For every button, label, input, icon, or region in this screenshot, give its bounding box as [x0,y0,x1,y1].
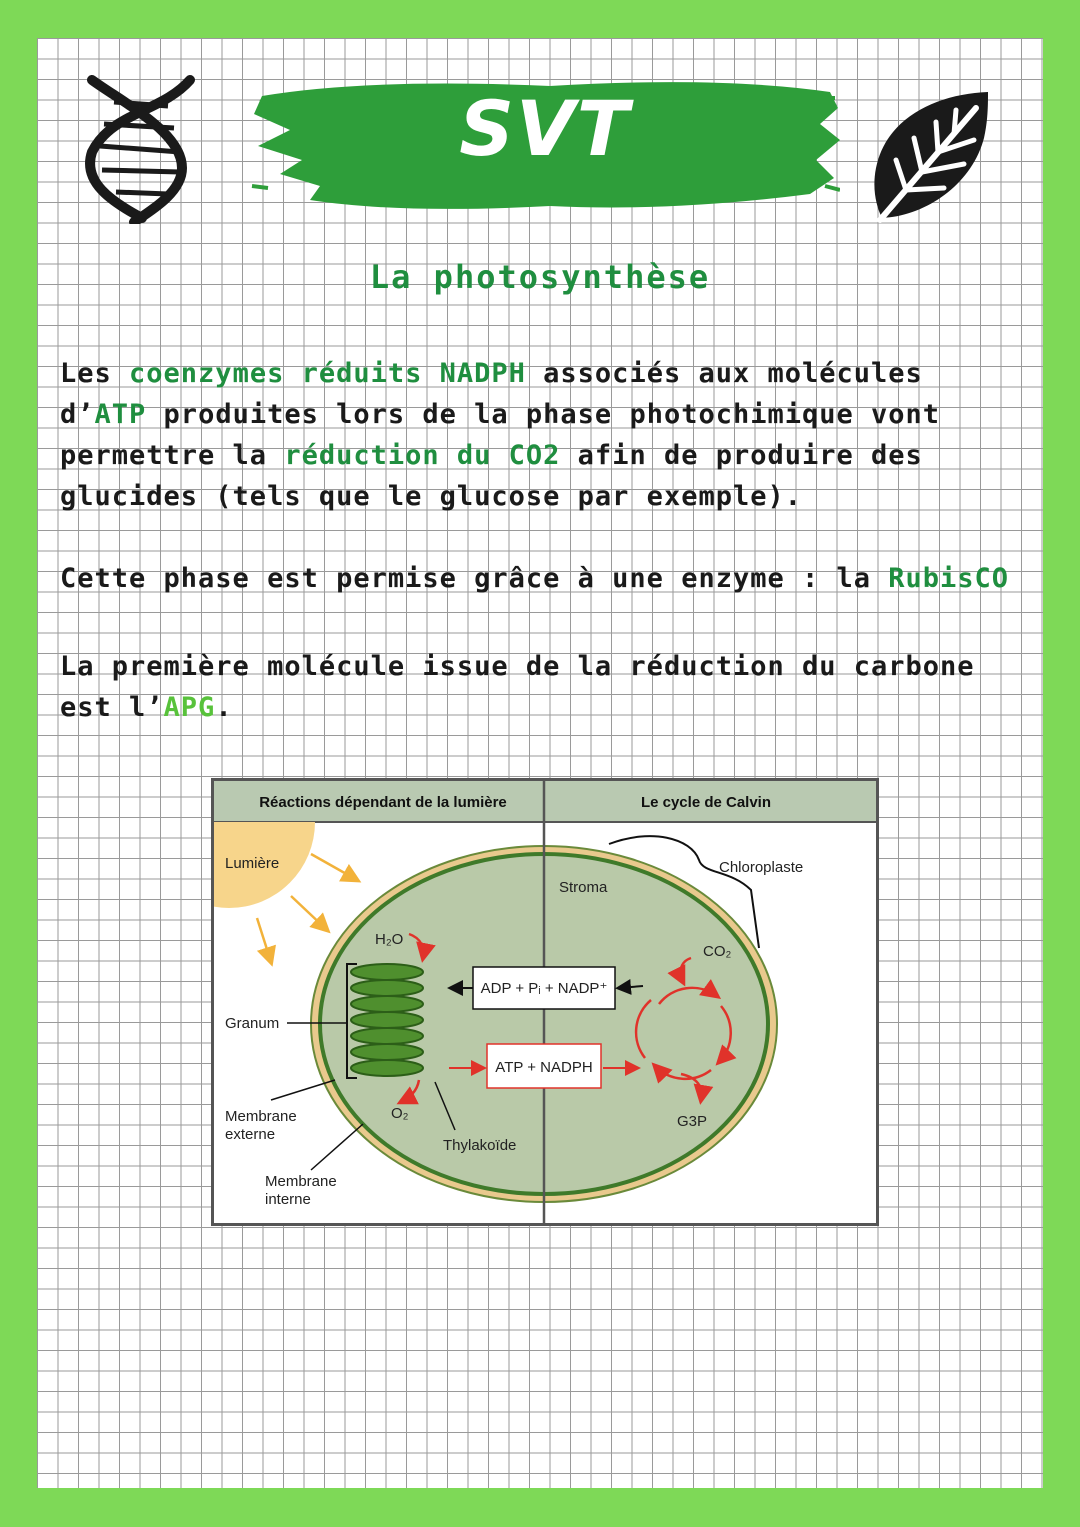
lumiere-label: Lumière [225,855,280,872]
stroma-label: Stroma [559,879,608,896]
chloroplast-figure [211,778,879,1226]
leaf-icon [866,88,992,228]
header-light-reactions: Réactions dépendant de la lumière [259,794,507,811]
co2-label: CO₂ [703,943,732,960]
graph-paper-sheet [37,38,1043,1488]
membrane-interne-label-2: interne [265,1191,311,1208]
atp-label: ATP + NADPH [495,1059,593,1076]
membrane-externe-label-1: Membrane [225,1108,297,1125]
paragraph-rubisco: Cette phase est permise grâce à une enzyme : la RubisCO [60,563,1010,594]
membrane-interne-label-1: Membrane [265,1173,337,1190]
o2-label: O₂ [391,1105,409,1122]
section-subtitle: La photosynthèse [369,258,711,296]
adp-label: ADP + Pᵢ + NADP⁺ [480,980,608,997]
header-calvin-cycle: Le cycle de Calvin [640,794,772,811]
paragraph-nadph: Les coenzymes réduits NADPH associés aux molécules d’ATP produites lors de la phase photochimique vont permettre la réduction du CO2 afin de produire des glucides (tels que le glucose par exemple). [60,358,941,512]
photosynthesis-diagram [211,778,879,1226]
paragraph-apg: La première molécule issue de la réduction du carbone est l’APG. [60,651,975,723]
granum-label: Granum [225,1015,280,1032]
h2o-label: H₂O [375,931,404,948]
g3p-label: G3P [677,1113,708,1130]
chloroplaste-label: Chloroplaste [719,859,804,876]
membrane-externe-label-2: externe [225,1126,276,1143]
dna-icon [82,72,200,224]
page-title: SVT [459,84,631,173]
thylakoide-label: Thylakoïde [443,1137,517,1154]
